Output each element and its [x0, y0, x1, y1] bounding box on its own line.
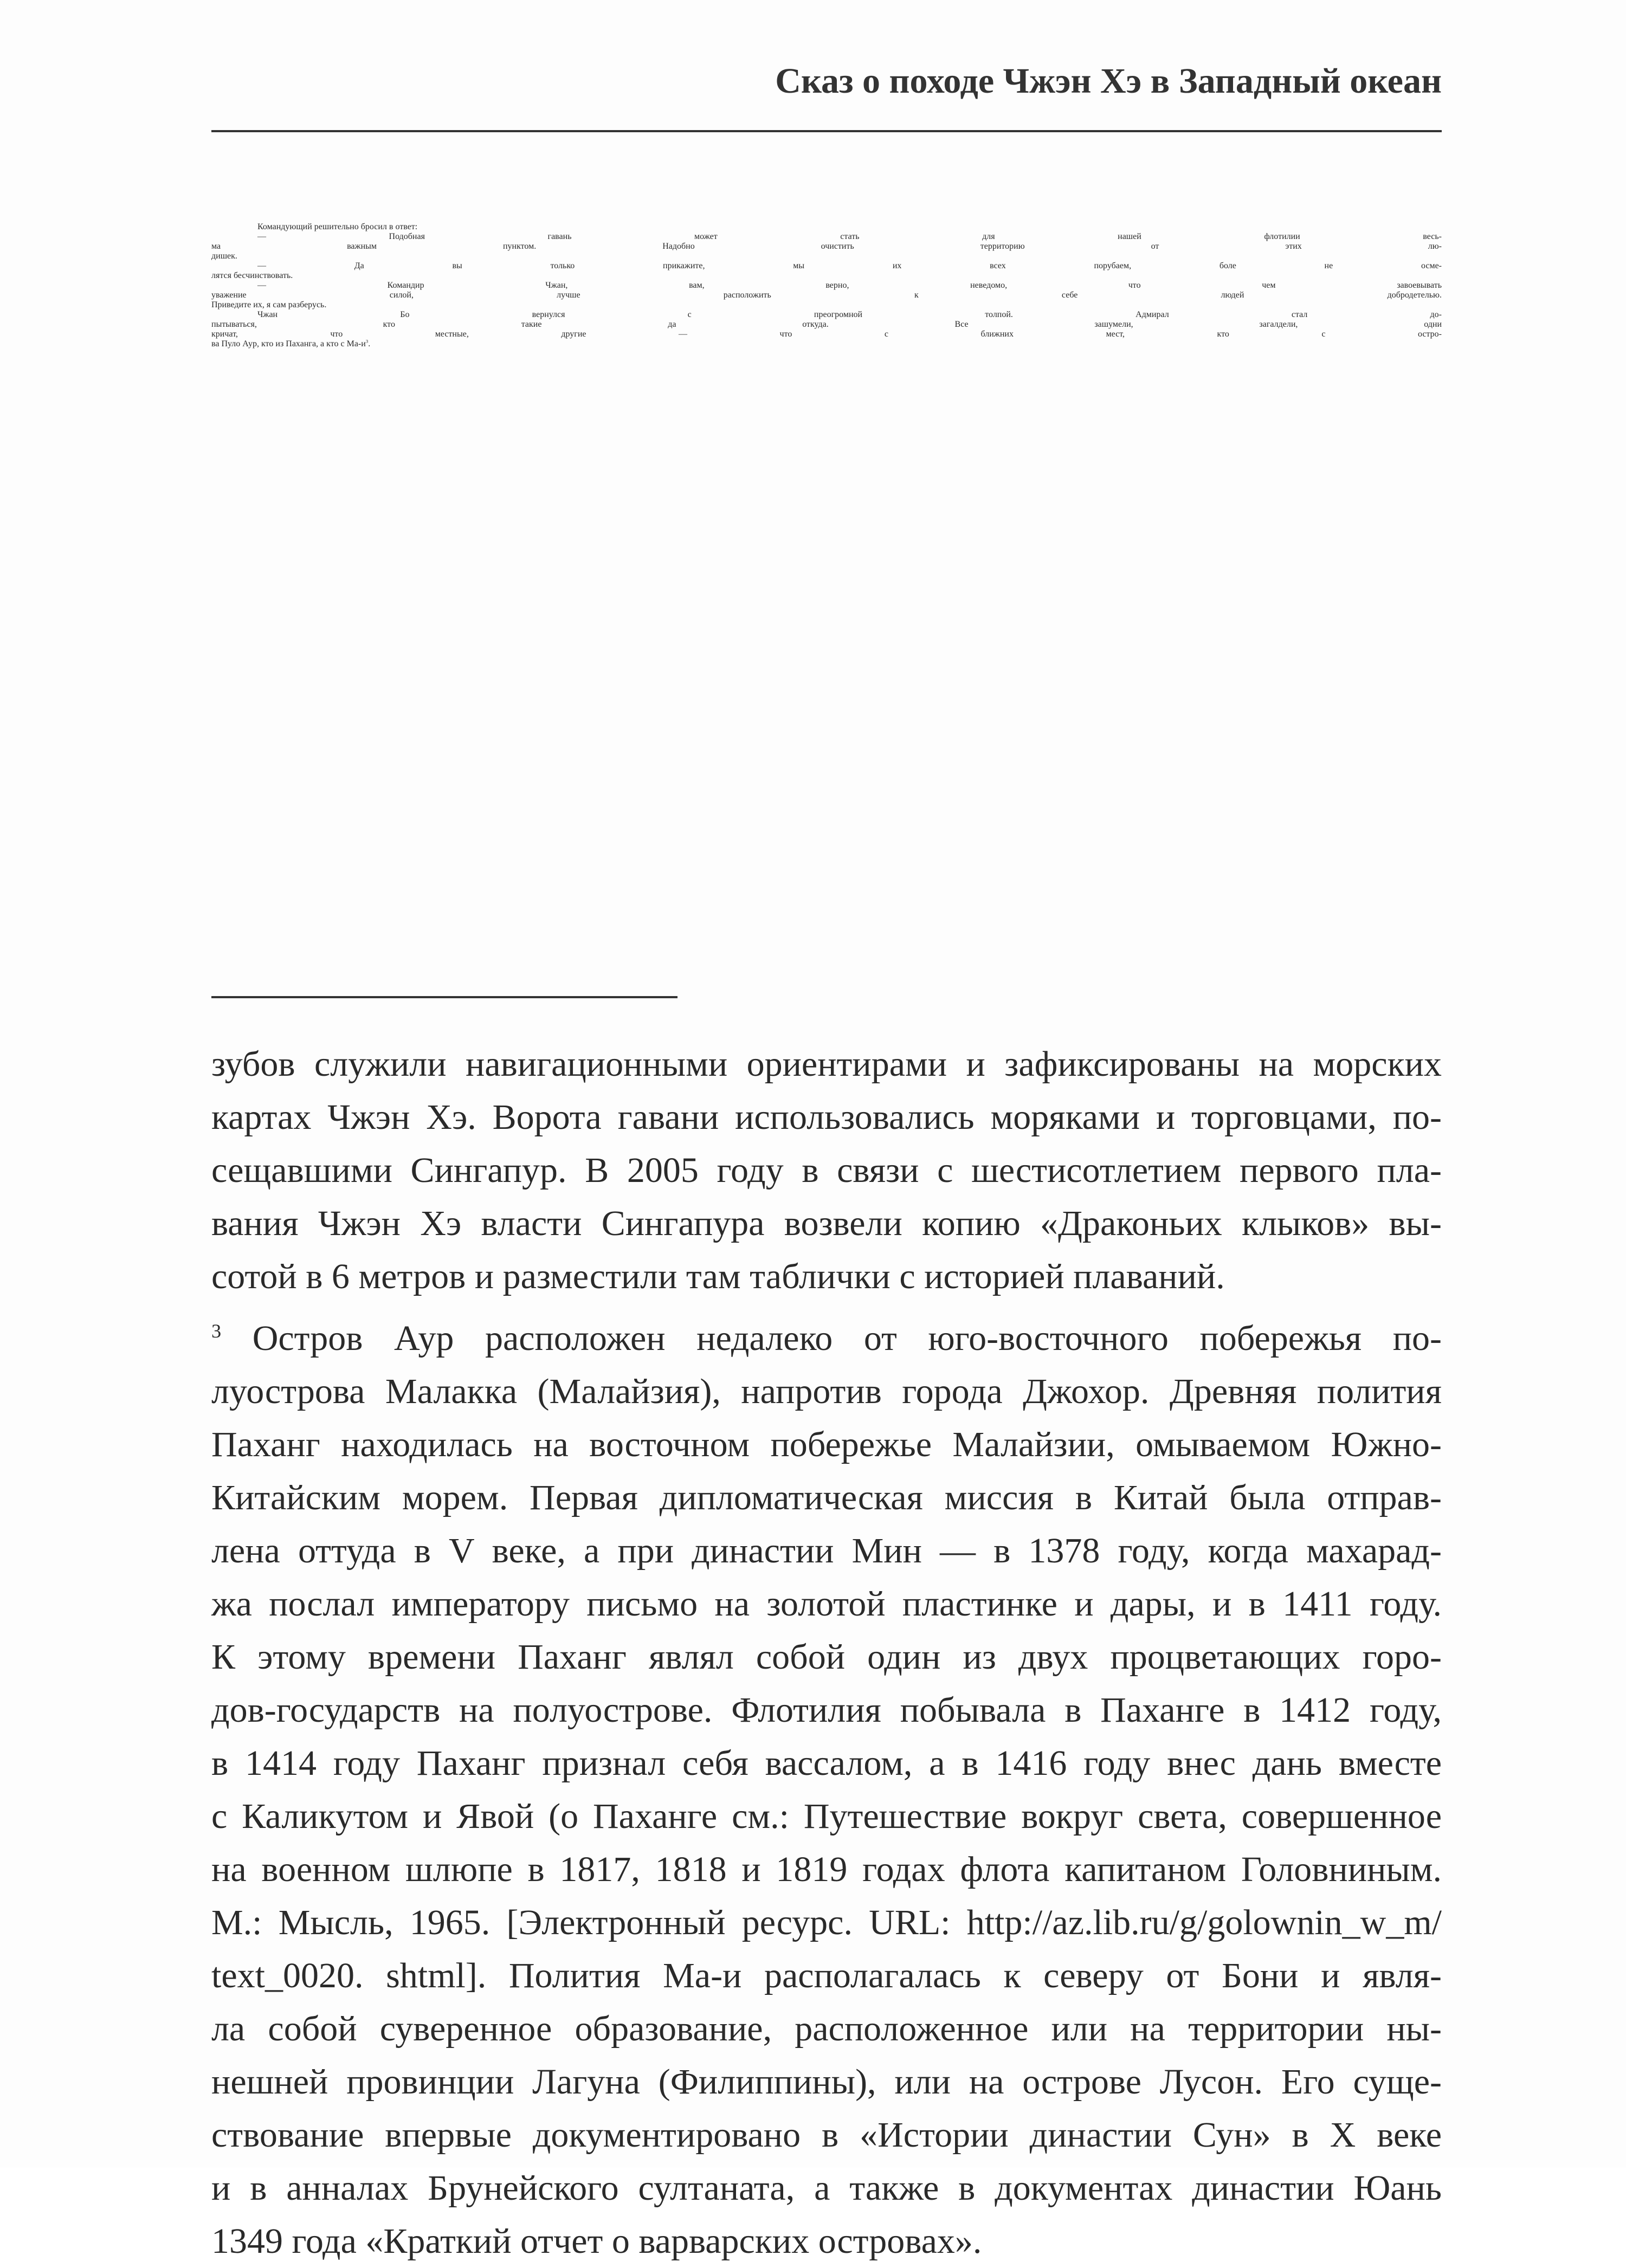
footnote-line: нешней провинции Лагуна (Филиппины), или на острове Лусон. Его суще- [211, 2062, 1442, 2102]
main-text-line: ва Пуло Аур, кто из Паханга, а кто с Ма-и [211, 339, 366, 348]
footnote-line: ствование впервые документировано в «Истории династии Сун» в X веке [211, 2115, 1442, 2155]
main-text-line: пытываться, кто такие да откуда. Все зашумели, загалдели, одни [211, 320, 1442, 329]
footnote-line: ла собой суверенное образование, расположенное или на территории ны- [211, 2009, 1442, 2049]
footnote-reference: 3 [365, 338, 369, 344]
main-text-line: — Подобная гавань может стать для нашей флотилии весь- [257, 232, 1442, 241]
footnote-line: жа послал императору письмо на золотой пластинке и дары, и в 1411 году. [211, 1584, 1442, 1624]
footnote-line: дов-государств на полуострове. Флотилия побывала в Паханге в 1412 году, [211, 1690, 1442, 1730]
main-text-line: дишек. [211, 251, 237, 261]
footnote-line: с Каликутом и Явой (о Паханге см.: Путешествие вокруг света, совершенное [211, 1797, 1442, 1836]
footnote-line: 1349 года «Краткий отчет о варварских островах». [211, 2221, 982, 2261]
footnote-line: Китайским морем. Первая дипломатическая миссия в Китай была отправ- [211, 1478, 1442, 1517]
footnote-line: зубов служили навигационными ориентирами и зафиксированы на морских [211, 1044, 1442, 1084]
footnote-line: сотой в 6 метров и разместили там таблички с историей плаваний. [211, 1257, 1225, 1296]
footnote-line: К этому времени Паханг являл собой один из двух процветающих горо- [211, 1637, 1442, 1677]
main-text-last-line [211, 339, 1442, 349]
footnote-line: сещавшими Сингапур. В 2005 году в связи с шестисотлетием первого пла- [211, 1151, 1442, 1190]
running-head-title: Сказ о походе Чжэн Хэ в Западный океан [775, 61, 1442, 101]
main-text-line: кричат, что местные, другие — что с ближних мест, кто с остро- [211, 329, 1442, 339]
main-text-line: лятся бесчинствовать. [211, 271, 293, 280]
footnotes [211, 1038, 1442, 2268]
footnote-gap [211, 1303, 1442, 1312]
footnote-line: вания Чжэн Хэ власти Сингапура возвели копию «Драконьих клыков» вы- [211, 1204, 1442, 1243]
main-text-line: уважение силой, лучше расположить к себе людей добродетелью. [211, 290, 1442, 300]
running-head [211, 54, 1442, 132]
main-text-line: — Командир Чжан, вам, верно, неведомо, что чем завоевывать [257, 281, 1442, 290]
footnote-line: Паханг находилась на восточном побережье Малайзии, омываемом Южно- [211, 1425, 1442, 1464]
footnote-3-marker: 3 [211, 1320, 222, 1342]
footnote-line: на военном шлюпе в 1817, 1818 и 1819 годах флота капитаном Головниным. [211, 1850, 1442, 1889]
sentence-period: . [368, 339, 371, 348]
main-text-line: Чжан Бо вернулся с преогромной толпой. Адмирал стал до- [257, 310, 1442, 319]
footnote-line: в 1414 году Паханг признал себя вассалом, а в 1416 году внес дань вместе [211, 1743, 1442, 1783]
footnote-line: лена оттуда в V веке, а при династии Мин — в 1378 году, когда махарад- [211, 1531, 1442, 1571]
footnote-divider [211, 996, 678, 998]
main-text-line: Приведите их, я сам разберусь. [211, 300, 327, 309]
footnote-line: луострова Малакка (Малайзия), напротив города Джохор. Древняя полития [211, 1372, 1442, 1411]
main-text [211, 222, 1442, 349]
footnote-line: text_0020. shtml]. Полития Ма-и располагалась к северу от Бони и явля- [211, 1956, 1442, 1995]
footnote-line: Остров Аур расположен недалеко от юго-восточного побережья по- [252, 1319, 1442, 1358]
footnote-3-first-line [211, 1312, 1442, 1365]
footnote-line: картах Чжэн Хэ. Ворота гавани использовались моряками и торговцами, по- [211, 1097, 1442, 1137]
main-text-line: Командующий решительно бросил в ответ: [257, 222, 418, 231]
footnote-line: и в анналах Брунейского султаната, а также в документах династии Юань [211, 2168, 1442, 2208]
footnote-line: М.: Мысль, 1965. [Электронный ресурс. URL: http://az.lib.ru/g/golownin_w_m/ [211, 1903, 1442, 1942]
main-text-line: — Да вы только прикажите, мы их всех порубаем, боле не осме- [257, 261, 1442, 270]
main-text-line: ма важным пунктом. Надобно очистить территорию от этих лю- [211, 242, 1442, 251]
